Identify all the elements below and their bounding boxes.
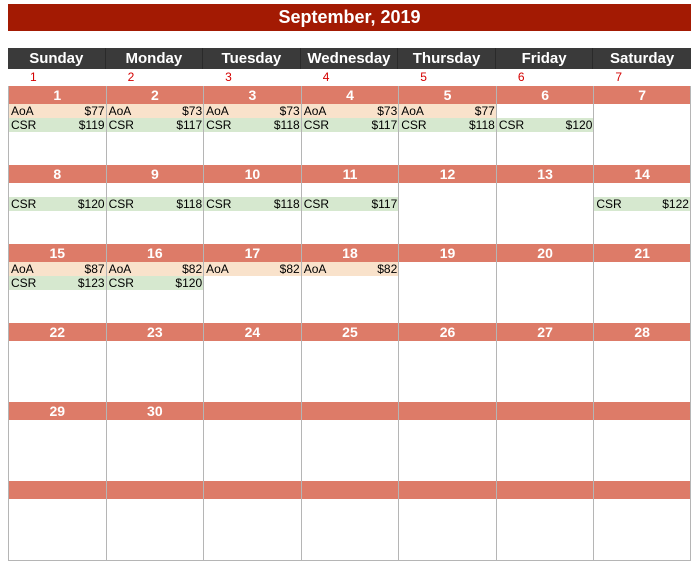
aoa-entry [594,104,690,118]
csr-price: $117 [371,197,398,211]
day-cell[interactable] [496,165,594,244]
day-cell[interactable] [496,402,594,481]
csr-entry [302,434,399,448]
day-cell[interactable] [301,244,399,323]
day-cell[interactable] [106,481,204,560]
date-number: 9 [107,165,204,183]
date-number: 6 [497,86,594,104]
day-cell[interactable] [593,165,691,244]
csr-entry [204,197,301,211]
day-cell[interactable] [398,244,496,323]
csr-price: $119 [78,118,105,132]
day-cell[interactable] [8,323,106,402]
day-cell[interactable] [106,86,204,165]
csr-entry [107,118,204,132]
csr-entry [204,513,301,527]
csr-entry [107,197,204,211]
day-cell[interactable] [8,165,106,244]
aoa-price: $73 [279,104,300,118]
csr-entry [399,197,496,211]
date-number: 28 [594,323,690,341]
aoa-price: $73 [182,104,203,118]
column-index: 4 [322,70,330,84]
day-cell[interactable] [8,86,106,165]
csr-price: $118 [273,118,300,132]
aoa-price: $82 [182,262,203,276]
weekday-tuesday: Tuesday [203,48,301,69]
csr-price: $120 [565,118,593,132]
date-number: 21 [594,244,690,262]
csr-price: $123 [77,276,105,290]
column-index: 7 [615,70,623,84]
csr-label: CSR [498,118,525,132]
date-number: 25 [302,323,399,341]
day-cell[interactable] [593,86,691,165]
csr-entry [302,118,399,132]
week-row [8,244,691,323]
csr-entry [204,434,301,448]
aoa-entry [302,262,399,276]
csr-entry [107,276,204,290]
date-number: 22 [9,323,106,341]
csr-entry [399,118,496,132]
aoa-entry [9,420,106,434]
day-cell[interactable] [496,86,594,165]
day-cell[interactable] [398,402,496,481]
csr-entry [204,355,301,369]
aoa-label: AoA [206,104,229,118]
date-number: 13 [497,165,594,183]
date-number: 26 [399,323,496,341]
date-number: 4 [302,86,399,104]
aoa-entry [399,262,496,276]
aoa-price: $87 [84,262,105,276]
date-number: 17 [204,244,301,262]
aoa-entry [302,104,399,118]
csr-price: $117 [176,118,203,132]
csr-entry [497,513,594,527]
aoa-entry [594,183,690,197]
csr-price: $120 [77,197,105,211]
csr-entry [302,276,399,290]
csr-label: CSR [596,197,622,211]
day-cell[interactable] [301,402,399,481]
csr-entry [594,118,690,132]
grid-bottom-border [8,560,691,561]
csr-price: $122 [662,197,689,211]
date-number: 20 [497,244,594,262]
aoa-entry [9,499,106,513]
date-number: 7 [594,86,690,104]
weekday-header [8,48,691,69]
aoa-entry [107,183,204,197]
aoa-entry [399,420,496,434]
day-cell[interactable] [398,481,496,560]
aoa-label: AoA [401,104,424,118]
date-number: 14 [594,165,690,183]
weekday-saturday: Saturday [610,50,675,67]
csr-entry [302,197,399,211]
day-cell[interactable] [496,481,594,560]
aoa-entry [399,104,496,118]
day-cell[interactable] [301,165,399,244]
date-number [204,402,301,420]
day-cell[interactable] [496,323,594,402]
csr-label: CSR [303,118,330,132]
csr-entry [9,276,106,290]
column-index: 3 [225,70,232,84]
csr-entry [9,513,106,527]
csr-entry [497,355,594,369]
weekday-thursday: Thursday [398,48,496,69]
aoa-entry [204,499,301,513]
csr-entry [204,118,301,132]
csr-entry [107,355,204,369]
aoa-entry [594,420,690,434]
date-number [497,402,594,420]
aoa-entry [399,499,496,513]
csr-entry [497,197,594,211]
aoa-label: AoA [11,262,34,276]
day-cell[interactable] [203,402,301,481]
day-cell[interactable] [593,402,691,481]
csr-entry [9,197,106,211]
date-number [594,402,690,420]
aoa-label: AoA [11,104,34,118]
date-number: 16 [107,244,204,262]
csr-label: CSR [108,118,134,132]
aoa-entry [497,420,594,434]
aoa-entry [107,341,204,355]
date-number [497,481,594,499]
csr-entry [497,118,594,132]
day-cell[interactable] [301,323,399,402]
aoa-entry [204,420,301,434]
aoa-entry [9,104,106,118]
date-number: 5 [399,86,496,104]
day-cell[interactable] [301,86,399,165]
aoa-entry [497,499,594,513]
aoa-entry [302,183,399,197]
column-index: 5 [420,70,427,84]
csr-label: CSR [108,276,134,290]
aoa-entry [594,262,690,276]
day-cell[interactable] [203,165,301,244]
csr-entry [594,276,690,290]
weekday-wednesday: Wednesday [301,48,399,69]
column-index-row [8,70,691,86]
date-number: 18 [302,244,399,262]
day-cell[interactable] [496,244,594,323]
aoa-label: AoA [206,262,229,276]
day-cell[interactable] [593,481,691,560]
csr-price: $118 [469,118,495,132]
csr-label: CSR [206,197,232,211]
day-cell[interactable] [203,86,301,165]
day-cell[interactable] [593,244,691,323]
csr-entry [399,513,496,527]
day-cell[interactable] [8,402,106,481]
date-number [302,481,399,499]
aoa-label: AoA [303,262,327,276]
csr-entry [399,355,496,369]
day-cell[interactable] [593,323,691,402]
aoa-entry [204,341,301,355]
date-number [302,402,399,420]
aoa-entry [497,341,594,355]
csr-label: CSR [303,197,330,211]
column-index: 2 [127,70,135,84]
aoa-price: $77 [84,104,105,118]
week-row [8,481,691,560]
week-row [8,165,691,244]
aoa-entry [9,183,106,197]
aoa-entry [594,499,690,513]
date-number: 11 [302,165,399,183]
week-row [8,323,691,402]
aoa-entry [497,262,594,276]
date-number: 15 [9,244,106,262]
csr-price: $117 [371,118,398,132]
day-cell[interactable] [203,244,301,323]
aoa-price: $82 [377,262,398,276]
aoa-entry [107,499,204,513]
csr-price: $118 [176,197,203,211]
column-index: 6 [517,70,525,84]
day-cell[interactable] [8,244,106,323]
date-number: 10 [204,165,301,183]
csr-entry [594,355,690,369]
aoa-price: $77 [474,104,495,118]
csr-label: CSR [11,276,37,290]
aoa-entry [107,420,204,434]
aoa-entry [107,262,204,276]
aoa-entry [107,104,204,118]
csr-label: CSR [11,197,37,211]
aoa-entry [399,183,496,197]
week-row [8,86,691,165]
date-number: 8 [9,165,106,183]
date-number [9,481,106,499]
csr-entry [594,434,690,448]
csr-label: CSR [11,118,37,132]
date-number [204,481,301,499]
csr-entry [204,276,301,290]
csr-label: CSR [206,118,232,132]
csr-entry [9,118,106,132]
aoa-entry [204,262,301,276]
csr-entry [497,276,594,290]
csr-entry [399,276,496,290]
csr-entry [9,355,106,369]
aoa-entry [302,341,399,355]
aoa-label: AoA [108,262,132,276]
csr-price: $118 [273,197,300,211]
aoa-entry [497,183,594,197]
weekday-friday: Friday [496,48,594,69]
aoa-entry [594,341,690,355]
csr-price: $120 [175,276,203,290]
date-number: 27 [497,323,594,341]
aoa-entry [204,183,301,197]
aoa-label: AoA [108,104,132,118]
csr-entry [9,434,106,448]
csr-entry [302,513,399,527]
day-cell[interactable] [398,323,496,402]
day-cell[interactable] [106,165,204,244]
weekday-sunday: Sunday [8,48,106,69]
aoa-entry [497,104,594,118]
csr-entry [594,513,690,527]
day-cell[interactable] [398,86,496,165]
day-cell[interactable] [106,323,204,402]
week-row [8,402,691,481]
aoa-entry [204,104,301,118]
csr-entry [497,434,594,448]
date-number: 24 [204,323,301,341]
date-number [399,402,496,420]
aoa-entry [302,420,399,434]
date-number: 3 [204,86,301,104]
csr-entry [399,434,496,448]
date-number: 1 [9,86,106,104]
calendar-title: September, 2019 [8,4,691,31]
csr-entry [594,197,690,211]
day-cell[interactable] [203,481,301,560]
day-cell[interactable] [106,244,204,323]
csr-entry [107,434,204,448]
aoa-entry [399,341,496,355]
date-number [399,481,496,499]
date-number [107,481,204,499]
date-number: 12 [399,165,496,183]
csr-label: CSR [401,118,427,132]
day-cell[interactable] [106,402,204,481]
day-cell[interactable] [301,481,399,560]
date-number: 30 [107,402,204,420]
weekday-monday: Monday [106,48,204,69]
csr-entry [302,355,399,369]
column-index: 1 [30,70,37,84]
day-cell[interactable] [8,481,106,560]
day-cell[interactable] [398,165,496,244]
csr-label: CSR [108,197,134,211]
aoa-price: $82 [279,262,300,276]
aoa-entry [302,499,399,513]
day-cell[interactable] [203,323,301,402]
date-number: 19 [399,244,496,262]
aoa-entry [9,262,106,276]
calendar-grid [8,86,691,560]
date-number: 23 [107,323,204,341]
aoa-price: $73 [377,104,398,118]
aoa-label: AoA [303,104,327,118]
aoa-entry [9,341,106,355]
csr-entry [107,513,204,527]
date-number: 2 [107,86,204,104]
date-number [594,481,690,499]
date-number: 29 [9,402,106,420]
